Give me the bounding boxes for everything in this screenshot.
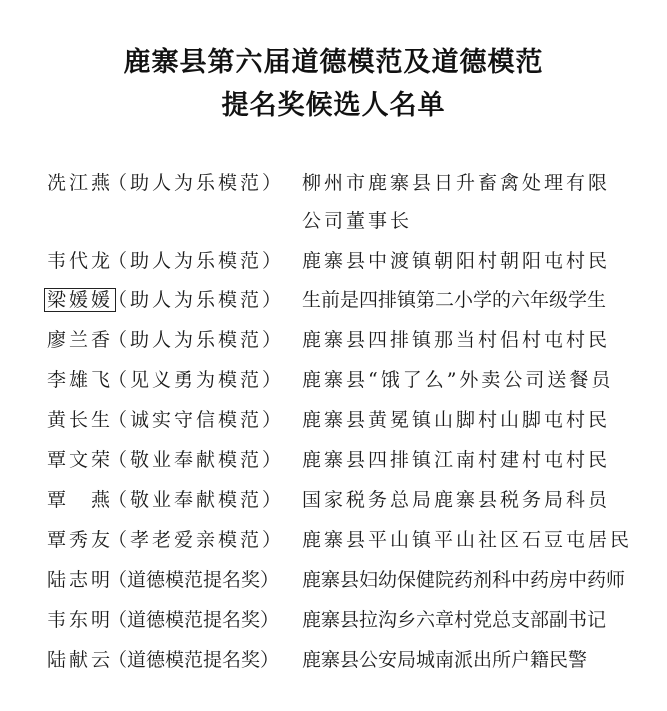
candidate-row (0, 645, 667, 675)
candidate-row (0, 405, 667, 435)
candidate-row (0, 325, 667, 355)
document-subtitle: 提名奖候选人名单 (221, 90, 446, 121)
candidate-row (0, 365, 667, 395)
candidate-category: （敬业奉献模范） (108, 489, 285, 511)
candidate-name: 陆志明 (47, 569, 114, 591)
candidate-description: 生前是四排镇第二小学的六年级学生 (302, 289, 607, 311)
candidate-description: 鹿寨县四排镇那当村侣村屯村民 (302, 329, 611, 351)
candidate-name-box: 梁媛媛 (44, 288, 116, 312)
candidate-category: （敬业奉献模范） (108, 449, 285, 471)
candidate-name: 李雄飞 (47, 369, 114, 391)
candidate-category: （助人为乐模范） (108, 172, 285, 194)
candidate-row (0, 485, 667, 515)
candidate-description: 鹿寨县“饿了么”外卖公司送餐员 (302, 369, 614, 391)
candidate-description: 鹿寨县平山镇平山社区石豆屯居民 (302, 529, 633, 551)
candidate-category: （见义勇为模范） (108, 369, 285, 391)
candidate-name: 韦代龙 (47, 250, 114, 272)
candidate-category: （道德模范提名奖） (108, 649, 280, 671)
candidate-name: 覃秀友 (47, 529, 114, 551)
candidate-description: 国家税务总局鹿寨县税务局科员 (302, 489, 611, 511)
candidate-name: 冼江燕 (47, 172, 114, 194)
candidate-row (0, 168, 667, 198)
candidate-category: （助人为乐模范） (108, 329, 285, 351)
candidate-name: 黄长生 (47, 409, 114, 431)
document-title: 鹿寨县第六届道德模范及道德模范 (123, 47, 544, 78)
candidate-row (0, 285, 667, 315)
candidate-description: 柳州市鹿寨县日升畜禽处理有限 (302, 172, 611, 194)
candidate-row (0, 605, 667, 635)
candidate-category: （助人为乐模范） (108, 289, 285, 311)
candidate-description: 鹿寨县妇幼保健院药剂科中药房中药师 (302, 569, 626, 591)
candidate-category: （孝老爱亲模范） (108, 529, 285, 551)
candidate-category: （助人为乐模范） (108, 250, 285, 272)
candidate-category: （诚实守信模范） (108, 409, 285, 431)
candidate-name: 覃 燕 (47, 489, 114, 511)
candidate-description: 鹿寨县拉沟乡六章村党总支部副书记 (302, 609, 607, 631)
candidate-name: 覃文荣 (47, 449, 114, 471)
candidate-name: 廖兰香 (47, 329, 114, 351)
candidate-description: 鹿寨县黄冕镇山脚村山脚屯村民 (302, 409, 611, 431)
candidate-row (0, 246, 667, 276)
candidate-row (0, 565, 667, 595)
candidate-name-highlighted (44, 285, 116, 315)
candidate-description: 鹿寨县四排镇江南村建村屯村民 (302, 449, 611, 471)
candidate-category: （道德模范提名奖） (108, 609, 280, 631)
candidate-row (0, 445, 667, 475)
candidate-description: 鹿寨县公安局城南派出所户籍民警 (302, 649, 588, 671)
candidate-row-continuation (0, 206, 667, 236)
candidate-row (0, 525, 667, 555)
candidate-name: 韦东明 (47, 609, 114, 631)
candidate-category: （道德模范提名奖） (108, 569, 280, 591)
candidate-name: 陆献云 (47, 649, 114, 671)
candidate-description: 鹿寨县中渡镇朝阳村朝阳屯村民 (302, 250, 611, 272)
candidate-description-continuation: 公司董事长 (302, 210, 413, 232)
